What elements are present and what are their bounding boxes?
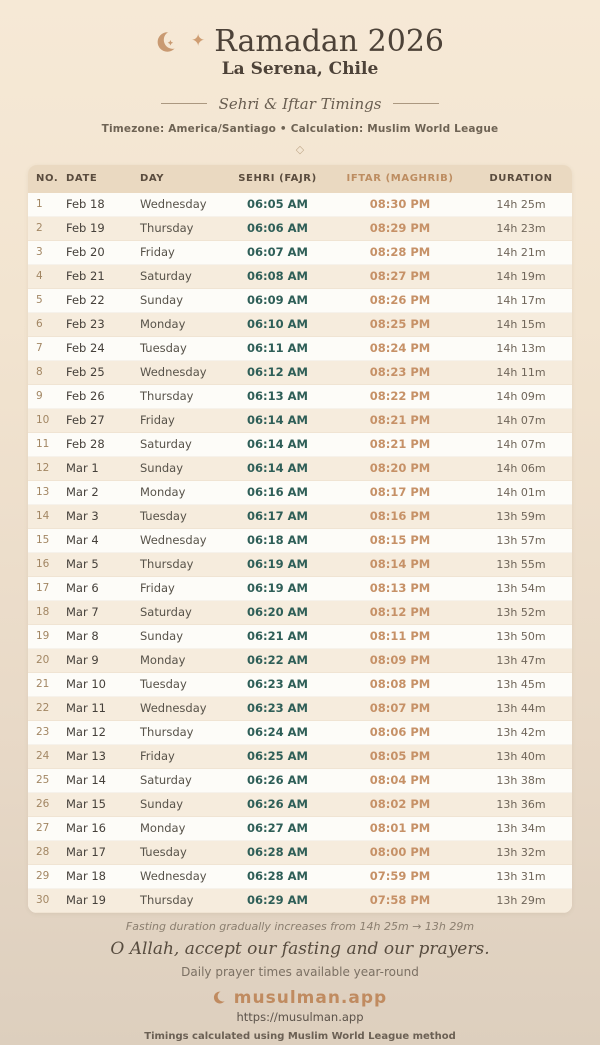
row-duration: 13h 44m: [496, 701, 546, 715]
table-row: [28, 697, 572, 721]
row-date: Feb 26: [66, 389, 105, 403]
timetable-card: [28, 165, 572, 913]
row-day: Thursday: [140, 221, 194, 235]
table-row: [28, 313, 572, 337]
table-row: [28, 385, 572, 409]
row-day: Friday: [140, 581, 175, 595]
row-day: Friday: [140, 749, 175, 763]
row-date: Feb 28: [66, 437, 105, 451]
availability-note: Daily prayer times available year-round: [181, 964, 419, 979]
divider-line-left: [161, 103, 207, 104]
row-sehri-time: 06:10 AM: [247, 317, 308, 331]
row-number: 29: [36, 870, 50, 882]
row-iftar-time: 08:21 PM: [369, 413, 431, 427]
table-row: [28, 625, 572, 649]
table-row: [28, 481, 572, 505]
column-header-day: DAY: [140, 173, 165, 184]
row-number: 4: [36, 270, 43, 282]
row-date: Feb 19: [66, 221, 105, 235]
row-number: 22: [36, 702, 50, 714]
row-duration: 14h 17m: [496, 293, 546, 307]
page-title: Ramadan 2026: [214, 24, 445, 59]
diamond-separator-icon: ◇: [295, 142, 305, 156]
row-duration: 14h 21m: [496, 245, 546, 259]
row-date: Mar 2: [66, 485, 99, 499]
table-row: [28, 649, 572, 673]
row-duration: 13h 50m: [496, 629, 546, 643]
table-row: [28, 361, 572, 385]
row-sehri-time: 06:28 AM: [247, 845, 308, 859]
column-header-date: DATE: [66, 173, 98, 184]
table-row: [28, 865, 572, 889]
table-row: [28, 673, 572, 697]
row-sehri-time: 06:16 AM: [247, 485, 308, 499]
dua-text: O Allah, accept our fasting and our prayers.: [110, 938, 490, 959]
row-duration: 13h 38m: [496, 773, 546, 787]
brand-crescent-icon: [213, 990, 228, 1005]
row-duration: 13h 54m: [496, 581, 546, 595]
row-date: Mar 18: [66, 869, 106, 883]
row-sehri-time: 06:19 AM: [247, 557, 308, 571]
table-row: [28, 217, 572, 241]
row-date: Mar 15: [66, 797, 106, 811]
subtitle-divider: [0, 95, 600, 113]
table-row: [28, 529, 572, 553]
row-date: Feb 18: [66, 197, 105, 211]
table-row: [28, 793, 572, 817]
row-sehri-time: 06:26 AM: [247, 797, 308, 811]
row-duration: 14h 23m: [496, 221, 546, 235]
row-duration: 14h 07m: [496, 437, 546, 451]
row-number: 15: [36, 534, 50, 546]
row-date: Mar 10: [66, 677, 106, 691]
row-day: Monday: [140, 653, 186, 667]
row-number: 23: [36, 726, 50, 738]
row-number: 25: [36, 774, 50, 786]
row-day: Wednesday: [140, 197, 207, 211]
row-duration: 13h 52m: [496, 605, 546, 619]
row-sehri-time: 06:17 AM: [247, 509, 308, 523]
row-day: Tuesday: [140, 677, 187, 691]
row-duration: 13h 32m: [496, 845, 546, 859]
row-number: 26: [36, 798, 50, 810]
row-duration: 14h 19m: [496, 269, 546, 283]
row-day: Saturday: [140, 269, 192, 283]
row-duration: 14h 01m: [496, 485, 546, 499]
row-duration: 13h 29m: [496, 893, 546, 907]
row-iftar-time: 07:58 PM: [369, 893, 431, 907]
table-row: [28, 601, 572, 625]
row-duration: 13h 59m: [496, 509, 546, 523]
brand-url: https://musulman.app: [236, 1009, 364, 1024]
row-number: 11: [36, 438, 50, 450]
row-duration: 14h 15m: [496, 317, 546, 331]
row-number: 20: [36, 654, 50, 666]
row-iftar-time: 08:23 PM: [369, 365, 431, 379]
row-sehri-time: 06:13 AM: [247, 389, 308, 403]
row-sehri-time: 06:20 AM: [247, 605, 308, 619]
row-iftar-time: 08:26 PM: [369, 293, 431, 307]
row-iftar-time: 08:13 PM: [369, 581, 431, 595]
timetable-header-row: [28, 165, 572, 193]
row-iftar-time: 08:02 PM: [369, 797, 431, 811]
row-duration: 13h 36m: [496, 797, 546, 811]
row-iftar-time: 08:06 PM: [369, 725, 431, 739]
brand-row: [0, 988, 600, 1008]
row-day: Tuesday: [140, 341, 187, 355]
row-iftar-time: 08:28 PM: [369, 245, 431, 259]
row-day: Sunday: [140, 629, 184, 643]
table-row: [28, 457, 572, 481]
row-number: 5: [36, 294, 43, 306]
row-date: Mar 16: [66, 821, 106, 835]
row-sehri-time: 06:19 AM: [247, 581, 308, 595]
row-number: 8: [36, 366, 43, 378]
row-iftar-time: 08:24 PM: [369, 341, 431, 355]
row-date: Mar 19: [66, 893, 106, 907]
row-sehri-time: 06:18 AM: [247, 533, 308, 547]
timings-subtitle: Sehri & Iftar Timings: [218, 94, 382, 113]
row-duration: 13h 42m: [496, 725, 546, 739]
row-number: 19: [36, 630, 50, 642]
row-sehri-time: 06:22 AM: [247, 653, 308, 667]
row-day: Monday: [140, 821, 186, 835]
table-row: [28, 289, 572, 313]
row-duration: 13h 40m: [496, 749, 546, 763]
row-duration: 14h 09m: [496, 389, 546, 403]
row-number: 6: [36, 318, 43, 330]
row-duration: 14h 06m: [496, 461, 546, 475]
row-day: Sunday: [140, 797, 184, 811]
column-header-sehri: SEHRI (FAJR): [238, 173, 317, 184]
table-row: [28, 193, 572, 217]
row-iftar-time: 08:21 PM: [369, 437, 431, 451]
row-day: Monday: [140, 317, 186, 331]
row-iftar-time: 08:00 PM: [369, 845, 431, 859]
row-number: 14: [36, 510, 50, 522]
row-iftar-time: 08:11 PM: [369, 629, 431, 643]
row-iftar-time: 08:16 PM: [369, 509, 431, 523]
row-day: Saturday: [140, 437, 192, 451]
row-iftar-time: 08:01 PM: [369, 821, 431, 835]
row-iftar-time: 08:09 PM: [369, 653, 431, 667]
row-duration: 14h 25m: [496, 197, 546, 211]
row-sehri-time: 06:23 AM: [247, 701, 308, 715]
row-sehri-time: 06:24 AM: [247, 725, 308, 739]
timezone-calculation-meta: Timezone: America/Santiago • Calculation: Muslim World League: [101, 122, 499, 135]
row-date: Mar 3: [66, 509, 99, 523]
row-day: Thursday: [140, 557, 194, 571]
row-sehri-time: 06:08 AM: [247, 269, 308, 283]
row-iftar-time: 08:25 PM: [369, 317, 431, 331]
row-iftar-time: 08:14 PM: [369, 557, 431, 571]
row-date: Mar 7: [66, 605, 99, 619]
row-number: 24: [36, 750, 50, 762]
table-row: [28, 265, 572, 289]
row-date: Mar 4: [66, 533, 99, 547]
row-day: Tuesday: [140, 845, 187, 859]
row-iftar-time: 08:17 PM: [369, 485, 431, 499]
row-number: 28: [36, 846, 50, 858]
row-day: Thursday: [140, 893, 194, 907]
row-number: 12: [36, 462, 50, 474]
row-sehri-time: 06:12 AM: [247, 365, 308, 379]
row-day: Monday: [140, 485, 186, 499]
row-duration: 14h 13m: [496, 341, 546, 355]
row-sehri-time: 06:29 AM: [247, 893, 308, 907]
row-duration: 13h 55m: [496, 557, 546, 571]
row-day: Wednesday: [140, 701, 207, 715]
row-day: Sunday: [140, 293, 184, 307]
row-number: 1: [36, 198, 43, 210]
row-day: Thursday: [140, 725, 194, 739]
sparkle-icon: ✦: [190, 31, 206, 52]
row-date: Mar 12: [66, 725, 106, 739]
fasting-duration-note: Fasting duration gradually increases from 14h 25m → 13h 29m: [125, 919, 475, 933]
row-number: 2: [36, 222, 43, 234]
row-number: 17: [36, 582, 50, 594]
column-header-no: NO.: [36, 173, 59, 184]
row-number: 13: [36, 486, 50, 498]
row-iftar-time: 08:04 PM: [369, 773, 431, 787]
row-day: Wednesday: [140, 365, 207, 379]
row-sehri-time: 06:11 AM: [247, 341, 308, 355]
row-day: Wednesday: [140, 869, 207, 883]
row-sehri-time: 06:25 AM: [247, 749, 308, 763]
row-duration: 13h 47m: [496, 653, 546, 667]
table-row: [28, 745, 572, 769]
row-date: Mar 9: [66, 653, 99, 667]
timetable-body: [28, 193, 572, 913]
row-iftar-time: 08:12 PM: [369, 605, 431, 619]
row-date: Mar 14: [66, 773, 106, 787]
row-sehri-time: 06:28 AM: [247, 869, 308, 883]
row-sehri-time: 06:09 AM: [247, 293, 308, 307]
row-duration: 14h 11m: [496, 365, 546, 379]
table-row: [28, 409, 572, 433]
row-day: Saturday: [140, 773, 192, 787]
row-duration: 13h 57m: [496, 533, 546, 547]
row-date: Mar 8: [66, 629, 99, 643]
row-sehri-time: 06:06 AM: [247, 221, 308, 235]
row-duration: 13h 31m: [496, 869, 546, 883]
row-date: Mar 1: [66, 461, 99, 475]
row-date: Mar 11: [66, 701, 106, 715]
row-duration: 13h 45m: [496, 677, 546, 691]
row-date: Mar 13: [66, 749, 106, 763]
row-iftar-time: 08:29 PM: [369, 221, 431, 235]
row-date: Mar 5: [66, 557, 99, 571]
row-duration: 13h 34m: [496, 821, 546, 835]
row-day: Tuesday: [140, 509, 187, 523]
row-date: Feb 23: [66, 317, 105, 331]
table-row: [28, 241, 572, 265]
row-number: 10: [36, 414, 50, 426]
row-number: 7: [36, 342, 43, 354]
row-iftar-time: 08:15 PM: [369, 533, 431, 547]
row-sehri-time: 06:27 AM: [247, 821, 308, 835]
row-iftar-time: 08:27 PM: [369, 269, 431, 283]
row-date: Feb 21: [66, 269, 105, 283]
row-number: 16: [36, 558, 50, 570]
row-iftar-time: 08:08 PM: [369, 677, 431, 691]
crescent-moon-icon: [156, 29, 182, 55]
table-row: [28, 841, 572, 865]
row-day: Sunday: [140, 461, 184, 475]
page-footer: [0, 920, 600, 1042]
row-sehri-time: 06:07 AM: [247, 245, 308, 259]
row-date: Feb 20: [66, 245, 105, 259]
row-date: Mar 17: [66, 845, 106, 859]
table-row: [28, 721, 572, 745]
row-number: 3: [36, 246, 43, 258]
row-number: 9: [36, 390, 43, 402]
page-header: [0, 0, 600, 156]
row-date: Feb 27: [66, 413, 105, 427]
row-sehri-time: 06:14 AM: [247, 413, 308, 427]
row-date: Feb 25: [66, 365, 105, 379]
row-iftar-time: 07:59 PM: [369, 869, 431, 883]
row-day: Wednesday: [140, 533, 207, 547]
row-number: 18: [36, 606, 50, 618]
row-date: Mar 6: [66, 581, 99, 595]
calculation-method-note: Timings calculated using Muslim World League method: [144, 1030, 456, 1042]
row-sehri-time: 06:05 AM: [247, 197, 308, 211]
row-day: Friday: [140, 245, 175, 259]
table-row: [28, 553, 572, 577]
row-iftar-time: 08:05 PM: [369, 749, 431, 763]
row-iftar-time: 08:30 PM: [369, 197, 431, 211]
column-header-iftar: IFTAR (MAGHRIB): [346, 173, 454, 184]
row-iftar-time: 08:07 PM: [369, 701, 431, 715]
row-day: Thursday: [140, 389, 194, 403]
table-row: [28, 817, 572, 841]
brand-name: musulman.app: [233, 987, 388, 1008]
row-duration: 14h 07m: [496, 413, 546, 427]
row-sehri-time: 06:23 AM: [247, 677, 308, 691]
row-day: Saturday: [140, 605, 192, 619]
row-sehri-time: 06:14 AM: [247, 461, 308, 475]
row-day: Friday: [140, 413, 175, 427]
row-date: Feb 24: [66, 341, 105, 355]
row-number: 27: [36, 822, 50, 834]
table-row: [28, 433, 572, 457]
table-row: [28, 577, 572, 601]
row-iftar-time: 08:20 PM: [369, 461, 431, 475]
column-header-duration: DURATION: [489, 173, 553, 184]
row-iftar-time: 08:22 PM: [369, 389, 431, 403]
table-row: [28, 505, 572, 529]
divider-line-right: [393, 103, 439, 104]
table-row: [28, 769, 572, 793]
location-subtitle: La Serena, Chile: [221, 58, 379, 79]
row-sehri-time: 06:26 AM: [247, 773, 308, 787]
row-sehri-time: 06:14 AM: [247, 437, 308, 451]
row-sehri-time: 06:21 AM: [247, 629, 308, 643]
table-row: [28, 337, 572, 361]
row-date: Feb 22: [66, 293, 105, 307]
row-number: 21: [36, 678, 50, 690]
table-row: [28, 889, 572, 913]
row-number: 30: [36, 894, 50, 906]
